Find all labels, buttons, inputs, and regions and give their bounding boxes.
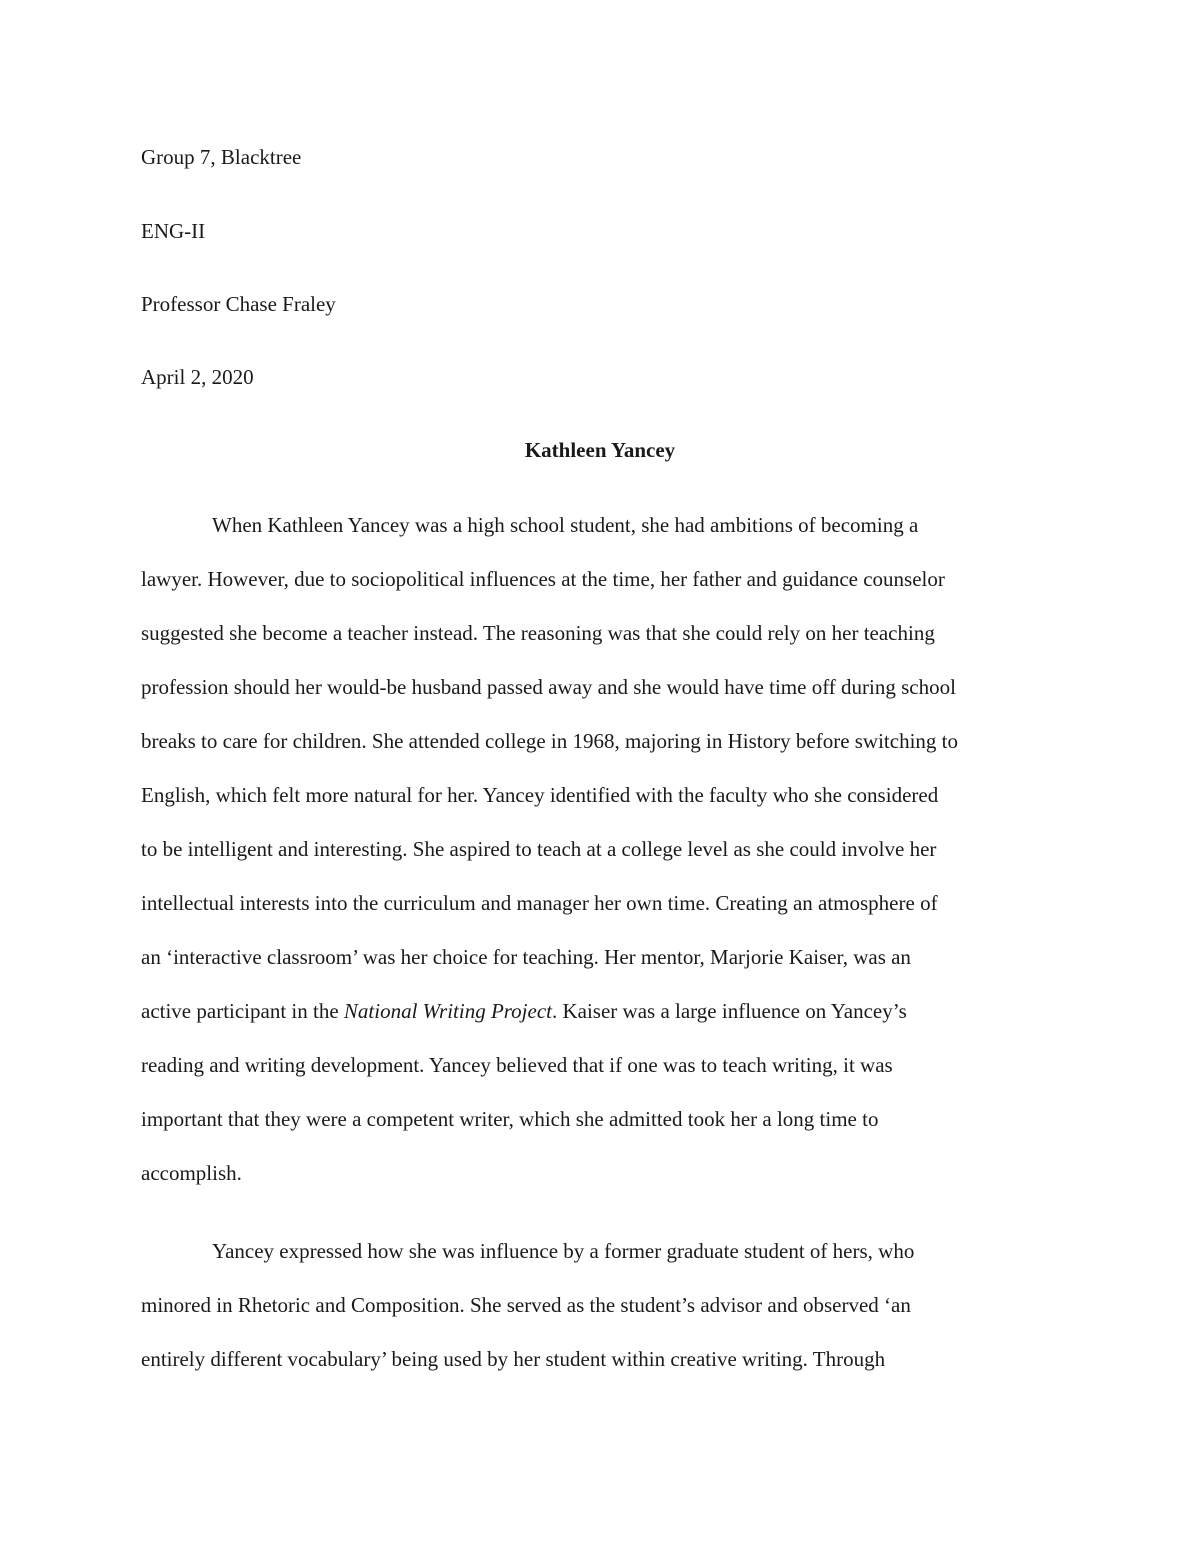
paragraph-line: reading and writing development. Yancey believed that if one was to teach writing, it was — [141, 1053, 893, 1077]
paragraph-line: important that they were a competent writer, which she admitted took her a long time to — [141, 1107, 879, 1131]
paragraph-line: entirely different vocabulary’ being used by her student within creative writing. Through — [141, 1347, 886, 1371]
line-text: . Kaiser was a large influence on Yancey’s — [551, 999, 907, 1023]
professor-line: Professor Chase Fraley — [141, 292, 336, 316]
paragraph-line: minored in Rhetoric and Composition. She served as the student’s advisor and observed ‘an — [141, 1293, 911, 1317]
line-text: active participant in the — [141, 999, 344, 1023]
paragraph-line: Yancey expressed how she was influence by a former graduate student of hers, who — [212, 1239, 915, 1263]
paragraph-line: English, which felt more natural for her. Yancey identified with the faculty who she considered — [141, 783, 939, 807]
paragraph-line: profession should her would-be husband passed away and she would have time off during school — [141, 675, 956, 699]
paragraph-line: lawyer. However, due to sociopolitical influences at the time, her father and guidance counselor — [141, 567, 945, 591]
italic-title: National Writing Project — [343, 999, 552, 1023]
paragraph-line: suggested she become a teacher instead. The reasoning was that she could rely on her teaching — [141, 621, 935, 645]
date-line: April 2, 2020 — [141, 365, 254, 389]
paragraph-line: accomplish. — [141, 1161, 242, 1185]
course-line: ENG-II — [141, 219, 206, 243]
paragraph-line: intellectual interests into the curriculum and manager her own time. Creating an atmosphere of — [141, 891, 938, 915]
paragraph-line: to be intelligent and interesting. She aspired to teach at a college level as she could involve her — [141, 837, 937, 861]
paragraph-line — [141, 998, 907, 1024]
document-title: Kathleen Yancey — [524, 438, 676, 462]
student-group-line: Group 7, Blacktree — [141, 145, 302, 169]
paragraph-line: breaks to care for children. She attended college in 1968, majoring in History before switching to — [141, 729, 959, 753]
paragraph-line: an ‘interactive classroom’ was her choice for teaching. Her mentor, Marjorie Kaiser, was an — [141, 945, 911, 969]
paragraph-line: When Kathleen Yancey was a high school student, she had ambitions of becoming a — [212, 513, 919, 537]
